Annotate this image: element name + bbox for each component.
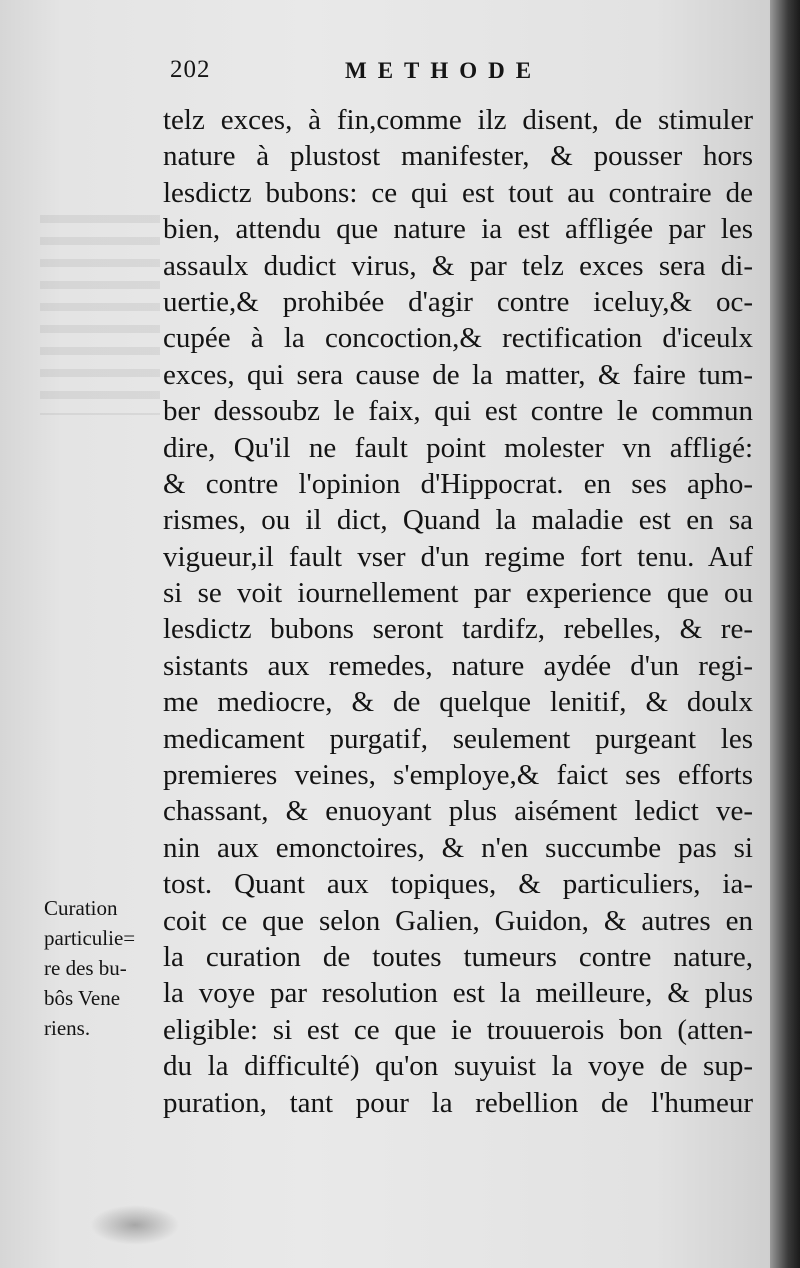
text-line: coit ce que selon Galien, Guidon, & autres en	[163, 904, 753, 937]
text-line: exces, qui sera cause de la matter, & faire tum-	[163, 358, 753, 391]
margin-note-line: re des bu-	[44, 956, 127, 980]
text-line: nature à plustost manifester, & pousser hors	[163, 140, 753, 173]
text-line: chassant, & enuoyant plus aisément ledict ve-	[163, 795, 753, 828]
show-through-shadow	[40, 215, 160, 415]
text-line: eligible: si est ce que ie trouuerois bon (atten-	[163, 1013, 753, 1046]
text-line: puration, tant pour la rebellion de l'humeur	[163, 1086, 753, 1119]
text-line: la voye par resolution est la meilleure, & plus	[163, 977, 753, 1010]
margin-note-line: bôs Vene	[44, 986, 121, 1010]
text-line: si se voit iournellement par experience que ou	[163, 577, 753, 610]
text-line: nin aux emonctoires, & n'en succumbe pas si	[163, 831, 753, 864]
page-number: 202	[170, 56, 211, 83]
text-line: uertie,& prohibée d'agir contre iceluy,& oc-	[163, 285, 753, 318]
text-line: me mediocre, & de quelque lenitif, & doulx	[163, 686, 753, 719]
text-line: dire, Qu'il ne fault point molester vn affligé:	[163, 431, 753, 464]
text-line: rismes, ou il dict, Quand la maladie est en sa	[163, 504, 753, 537]
text-line: du la difficulté) qu'on suyuist la voye de sup-	[163, 1050, 753, 1083]
page-header	[170, 56, 750, 96]
body-text	[163, 102, 753, 1121]
text-line: & contre l'opinion d'Hippocrat. en ses apho-	[163, 467, 753, 500]
text-line: vigueur,il fault vser d'un regime fort tenu. Auf	[163, 540, 753, 573]
ink-smudge	[90, 1205, 180, 1245]
text-line: telz exces, à fin,comme ilz disent, de stimuler	[163, 104, 753, 136]
margin-note-line: Curation	[44, 896, 118, 920]
text-line: bien, attendu que nature ia est affligée par les	[163, 213, 753, 246]
margin-note-line: particulie=	[44, 926, 136, 950]
text-line: medicament purgatif, seulement purgeant les	[163, 722, 753, 755]
text-line: lesdictz bubons seront tardifz, rebelles, & re-	[163, 613, 753, 646]
text-line: la curation de toutes tumeurs contre nature,	[163, 940, 753, 973]
text-line: tost. Quant aux topiques, & particuliers, ia-	[163, 868, 753, 901]
text-line: assaulx dudict virus, & par telz exces sera di-	[163, 249, 753, 282]
text-line: premieres veines, s'employe,& faict ses efforts	[163, 759, 753, 792]
text-line: sistants aux remedes, nature aydée d'un regi-	[163, 649, 753, 682]
page-edge-shadow	[770, 0, 800, 1268]
running-head: METHODE	[345, 58, 543, 83]
text-line: cupée à la concoction,& rectification d'iceulx	[163, 322, 753, 355]
text-line: ber dessoubz le faix, qui est contre le commun	[163, 395, 753, 428]
margin-note	[44, 893, 162, 1043]
text-line: lesdictz bubons: ce qui est tout au contraire de	[163, 176, 753, 209]
margin-note-line: riens.	[44, 1016, 91, 1040]
